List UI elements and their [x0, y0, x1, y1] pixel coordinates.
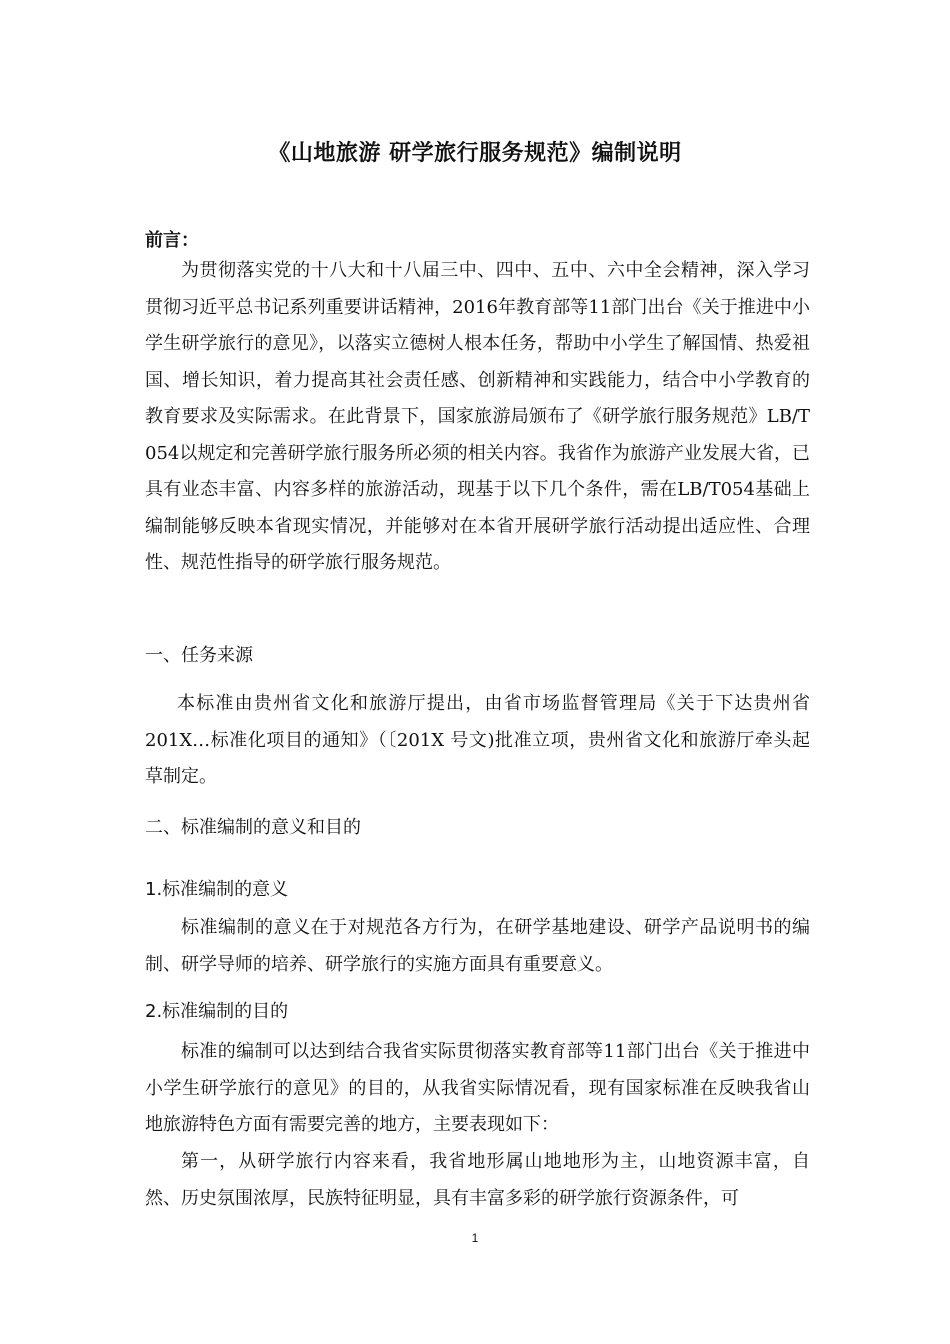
section-1-heading: 一、任务来源: [145, 645, 253, 666]
preface-label: 前言：: [145, 230, 199, 251]
section-2-heading: 二、标准编制的意义和目的: [145, 817, 361, 838]
subsection-2-paragraph: 标准的编制可以达到结合我省实际贯彻落实教育部等11部门出台《关于推进中小学生研学旅行的意见》的目的，从我省实际情况看，现有国家标准在反映我省山地旅游特色方面有需要完善的地方，主要表现如下：: [145, 1041, 810, 1135]
point-1-paragraph: 第一，从研学旅行内容来看，我省地形属山地地形为主，山地资源丰富，自然、历史氛围浓厚，民族特征明显，具有丰富多彩的研学旅行资源条件，可: [145, 1151, 810, 1209]
section-1-paragraph: 本标准由贵州省文化和旅游厅提出，由省市场监督管理局《关于下达贵州省201X…标准化项目的通知》（〔201X 号文)批准立项，贵州省文化和旅游厅牵头起草制定。: [145, 693, 810, 787]
preface-paragraph: 为贯彻落实党的十八大和十八届三中、四中、五中、六中全会精神，深入学习贯彻习近平总书记系列重要讲话精神，2016年教育部等11部门出台《关于推进中小学生研学旅行的意见》，以落实立德树人根本任务，帮助中小学生了解国情、热爱祖国、增长知识，着力提高其社会责任感、创新精神和实践能力，结合中小学教育的教育要求及实际需求。在此背景下，国家旅游局颁布了《研学旅行服务规范》LB/T 054以规定和完善研学旅行服务所必须的相关内容。我省作为旅游产业发展大省，已具有业态丰富、内容多样的旅游活动，现基于以下几个条件，需在LB/T054基础上编制能够反映本省现实情况，并能够对在本省开展研学旅行活动提出适应性、合理性、规范性指导的研学旅行服务规范。: [145, 260, 810, 573]
subsection-2-heading: 2.标准编制的目的: [145, 1001, 289, 1022]
document-title: 《山地旅游 研学旅行服务规范》编制说明: [268, 141, 682, 166]
page-number: 1: [471, 1231, 479, 1245]
subsection-1-paragraph: 标准编制的意义在于对规范各方行为，在研学基地建设、研学产品说明书的编制、研学导师的培养、研学旅行的实施方面具有重要意义。: [145, 917, 810, 975]
subsection-1-heading: 1.标准编制的意义: [145, 879, 289, 900]
